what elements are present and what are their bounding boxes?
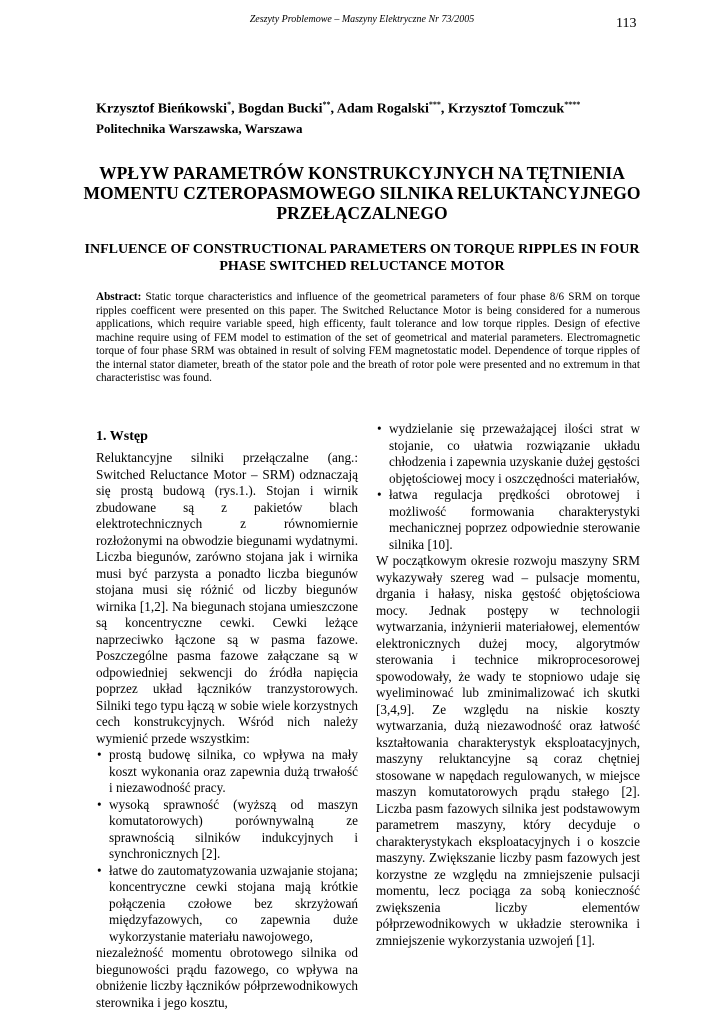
list-item: • wysoką sprawność (wyższą od maszyn komutatorowych) porównywalną ze sprawnością silników indukcyjnych i synchronicznych [2]. (96, 797, 358, 863)
journal-header: Zeszyty Problemowe – Maszyny Elektryczne Nr 73/2005 (249, 14, 475, 25)
advantages-list-continued (376, 421, 640, 553)
page-number: 113 (616, 16, 637, 31)
left-column (96, 450, 358, 1011)
author-name: Bogdan Bucki (238, 101, 323, 117)
author-mark: **** (564, 100, 581, 109)
title-english: INFLUENCE OF CONSTRUCTIONAL PARAMETERS ON TORQUE RIPPLES IN FOUR PHASE SWITCHED RELUCTANCE MOTOR (84, 242, 640, 274)
list-continuation: niezależność momentu obrotowego silnika od biegunowości prądu fazowego, co wpływa na obniżenie liczby łączników półprzewodnikowych sterownika i jego kosztu, (96, 945, 358, 1010)
list-item: • wydzielanie się przeważającej ilości strat w stojanie, co ułatwia rozwiązanie układu chłodzenia i zapewnia uzyskanie dużej gęstości objętościowej mocy i oszczędności materiałów, (376, 421, 640, 487)
abstract (96, 291, 640, 386)
author-mark: * (227, 100, 232, 109)
author-name: Adam Rogalski (336, 101, 429, 117)
author-name: Krzysztof Bieńkowski (96, 101, 228, 117)
abstract-label: Abstract: (96, 291, 142, 303)
author-list: Krzysztof Bieńkowski*, Bogdan Bucki**, Adam Rogalski***, Krzysztof Tomczuk**** (96, 100, 581, 117)
right-column (376, 421, 640, 949)
section-heading: 1. Wstęp (96, 429, 148, 444)
author-mark: ** (322, 100, 331, 109)
affiliation: Politechnika Warszawska, Warszawa (96, 121, 303, 136)
advantages-list (96, 747, 358, 945)
list-item: • prostą budowę silnika, co wpływa na mały koszt wykonania oraz zapewnia dużą trwałość i niezawodność pracy. (96, 747, 358, 797)
list-item: • łatwe do zautomatyzowania uzwajanie stojana; koncentryczne cewki stojana mają krótkie połączenia czołowe bez skrzyżowań międzyfazowych, co zapewnia duże wykorzystanie materiału nawojowego, (96, 863, 358, 946)
intro-paragraph: Reluktancyjne silniki przełączalne (ang.: Switched Reluctance Motor – SRM) odznaczają się prostą budową (rys.1.). Stojan i wirnik zbudowane są z pakietów blach elektrotechnicznych z równomiernie rozłożonymi na obwodzie biegunami wydatnymi. Liczba biegunów, zarówno stojana jak i wirnika musi być parzysta a ponadto liczba biegunów stojana musi się różnić od liczby biegunów wirnika [1,2]. Na biegunach stojana umieszczone są koncentryczne cewki. Cewki leżące naprzeciwko łączone są w pasma fazowe. Poszczególne pasma fazowe załączane są w odpowiedniej sekwencji do źródła napięcia poprzez układ łączników tranzystorowych. Silniki tego typu łączą w sobie wiele korzystnych cech konstrukcyjnych. Wśród nich należy wymienić przede wszystkim: (96, 450, 358, 746)
title-polish: WPŁYW PARAMETRÓW KONSTRUKCYJNYCH NA TĘTNIENIA MOMENTU CZTEROPASMOWEGO SILNIKA RELUKTANCYJNEGO PRZEŁĄCZALNEGO (83, 163, 641, 223)
author-name: Krzysztof Tomczuk (447, 101, 565, 117)
list-item: • łatwa regulacja prędkości obrotowej i możliwość formowania charakterystyki mechanicznej poprzez odpowiednie sterowanie silnika [10]. (376, 487, 640, 553)
author-mark: *** (428, 100, 441, 109)
body-paragraph: W początkowym okresie rozwoju maszyny SRM wykazywały szereg wad – pulsacje momentu, drgania i hałasy, niska gęstość objętościowa mocy. Jednak postępy w technologii wytwarzania, inżynierii materiałowej, elementów elektronicznych dużej mocy, algorytmów sterowania i technice mikroprocesorowej spowodowały, że wady te stopniowo udaje się wyeliminować lub zminimalizować ich skutki [3,4,9]. Ze względu na niskie koszty wytwarzania, dużą niezawodność oraz łatwość kształtowania charakterystyk eksploatacyjnych, maszyny reluktancyjne są coraz chętniej stosowane w napędach regulowanych, w miejsce maszyn komutatorowych prądu stałego [2]. Liczba pasm fazowych silnika jest podstawowym parametrem maszyny, który decyduje o charakterystykach eksploatacyjnych i o koszcie maszyny. Zwiększanie liczby pasm fazowych jest korzystne ze względu na zmniejszenie pulsacji momentu, lecz pociąga za sobą konieczność zwiększenia liczby elementów półprzewodnikowych w układzie sterownika i zmniejszenie wykorzystania uzwojeń [1]. (376, 553, 640, 948)
abstract-text: Static torque characteristics and influence of the geometrical parameters of four phase 8/6 SRM on torque ripples coefficent were presented on this paper. The Switched Reluctance Motor is being considered for a numerous applications, which require variable speed, high efficenty, fault tolerance and low torque ripples. Design of efective machine require using of FEM model to estimation of the set of geometrical and material parameters. Electromagnetic torque of four phase SRM was obtained in result of solving FEM magnetostatic model. Dependence of torque ripples of the internal stator diameter, breath of the stator pole and the breath of rotor pole were presented and no extremum in that characteristisc was found. (96, 291, 641, 384)
